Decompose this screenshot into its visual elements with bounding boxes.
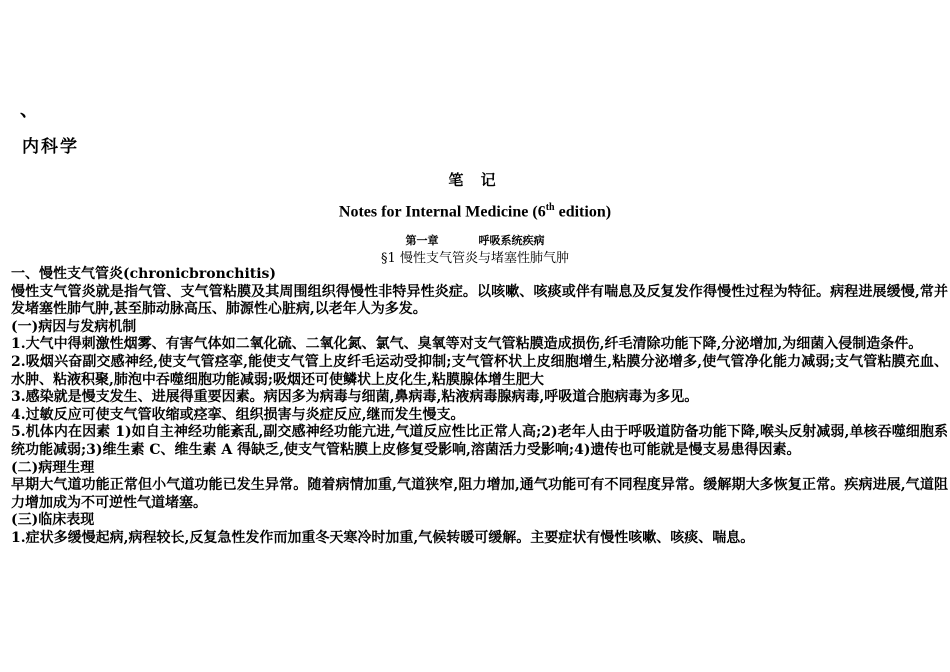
etiology-item-4: 4.过敏反应可使支气管收缩或痉挛、组织损害与炎症反应,继而发生慢支。 [11, 406, 465, 423]
subheading-clinical: (三)临床表现 [11, 512, 95, 529]
heading-chronic-bronchitis: 一、慢性支气管炎(chronicbronchitis) [11, 266, 277, 282]
etiology-item-1: 1.大气中得刺激性烟雾、有害气体如二氧化硫、二氧化氮、氯气、臭氧等对支气管粘膜造成损伤,纤毛清除功能下降,分泌增加,为细菌入侵制造条件。 [11, 336, 923, 353]
section-heading: §1 慢性支气管炎与堵塞性肺气肿 [381, 251, 569, 266]
enumeration-mark: 、 [20, 100, 38, 121]
chapter-name: 呼吸系统疾病 [478, 234, 545, 247]
etiology-item-5: 5.机体内在因素 1)如自主神经功能紊乱,副交感神经功能亢进,气道反应性比正常人高;2)老年人由于呼吸道防备功能下降,喉头反射减弱,单核吞噬细胞系统功能减弱;3)维生素 C、维生素 A 得缺乏,使支气管粘膜上皮修复受影响,溶菌活力受影响;4)遗传也可能就是慢支易患得因素。 [11, 424, 948, 458]
chapter-heading [0, 232, 950, 248]
pathophysiology-paragraph: 早期大气道功能正常但小气道功能已发生异常。随着病情加重,气道狭窄,阻力增加,通气功能可有不同程度异常。缓解期大多恢复正常。疾病进展,气道阻力增加成为不可逆性气道堵塞。 [11, 477, 948, 511]
notes-title: 笔 记 [448, 171, 502, 189]
english-title-main: Notes for Internal Medicine (6 [338, 203, 546, 221]
etiology-item-2: 2.吸烟兴奋副交感神经,使支气管痉挛,能使支气管上皮纤毛运动受抑制;支气管杯状上皮细胞增生,粘膜分泌增多,使气管净化能力减弱;支气管粘膜充血、水肿、粘液积聚,肺泡中吞噬细胞功能减弱;吸烟还可使鳞状上皮化生,粘膜腺体增生肥大 [11, 353, 948, 388]
chapter-label: 第一章 [405, 234, 439, 247]
etiology-item-3: 3.感染就是慢支发生、进展得重要因素。病因多为病毒与细菌,鼻病毒,粘液病毒腺病毒,呼吸道合胞病毒为多见。 [11, 389, 699, 406]
intro-paragraph: 慢性支气管炎就是指气管、支气管粘膜及其周围组织得慢性非特异性炎症。以咳嗽、咳痰或伴有喘息及反复发作得慢性过程为特征。病程进展缓慢,常并发堵塞性肺气肿,甚至肺动脉高压、肺源性心脏病,以老年人为多发。 [11, 283, 948, 318]
body-text [11, 266, 948, 548]
subheading-etiology: (一)病因与发病机制 [11, 318, 137, 335]
english-title [0, 202, 950, 221]
subheading-pathophysiology: (二)病理生理 [11, 459, 95, 476]
clinical-item-1: 1.症状多缓慢起病,病程较长,反复急性发作而加重冬天寒冷时加重,气候转暖可缓解。主要症状有慢性咳嗽、咳痰、喘息。 [11, 529, 755, 546]
english-title-sup: th [545, 202, 555, 213]
english-title-end: edition) [554, 203, 612, 221]
subject-title: 内科学 [22, 137, 79, 157]
